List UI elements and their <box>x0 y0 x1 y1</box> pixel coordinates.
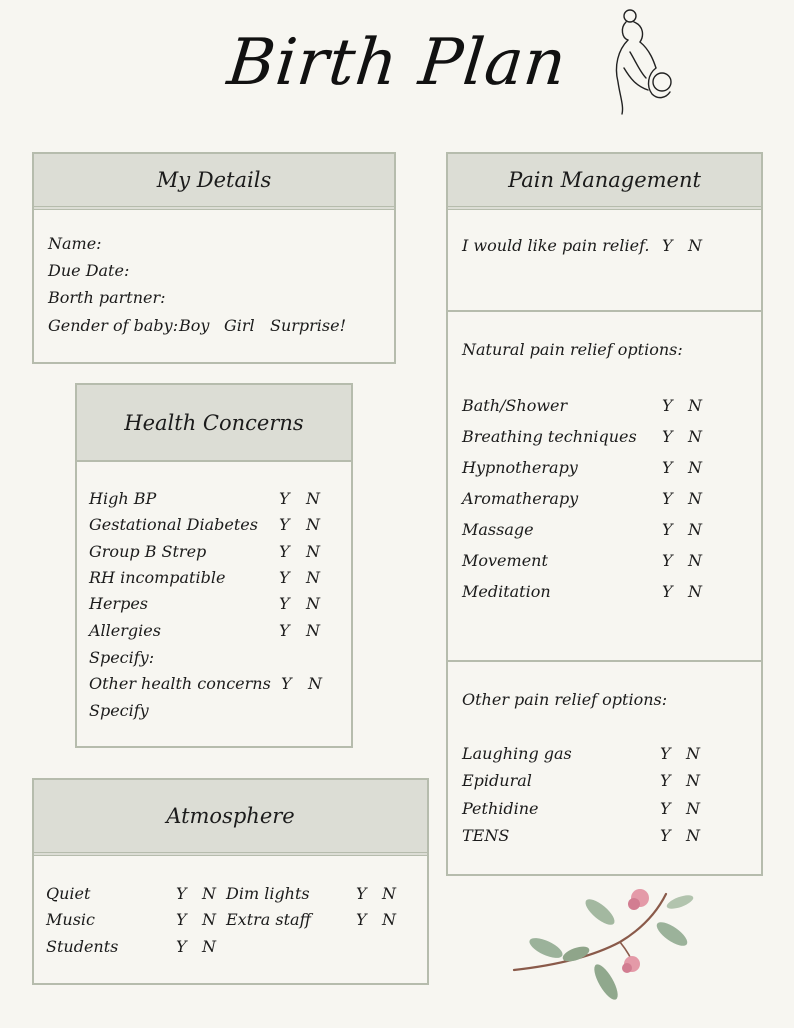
section-divider <box>448 310 761 312</box>
atmosphere-no[interactable]: N <box>202 884 216 903</box>
other-relief-yes[interactable]: Y <box>660 799 671 818</box>
health-concern-no[interactable]: N <box>306 542 320 561</box>
health-concern-item: Allergies <box>89 621 161 640</box>
natural-relief-no[interactable]: N <box>688 551 702 570</box>
health-concern-no[interactable]: N <box>306 489 320 508</box>
other-concerns-yes[interactable]: Y <box>281 674 292 693</box>
natural-relief-no[interactable]: N <box>688 458 702 477</box>
natural-relief-item: Hypnotherapy <box>462 458 578 477</box>
other-relief-no[interactable]: N <box>686 799 700 818</box>
pain-relief-yes[interactable]: Y <box>662 236 673 255</box>
natural-relief-no[interactable]: N <box>688 396 702 415</box>
health-concern-no[interactable]: N <box>306 621 320 640</box>
atmosphere-yes[interactable]: Y <box>176 910 187 929</box>
atmosphere-yes[interactable]: Y <box>356 884 367 903</box>
my-details-heading: My Details <box>34 154 394 210</box>
natural-relief-item: Bath/Shower <box>462 396 568 415</box>
atmosphere-item: Dim lights <box>226 884 310 903</box>
atmosphere-item: Quiet <box>46 884 91 903</box>
natural-relief-no[interactable]: N <box>688 427 702 446</box>
health-concern-no[interactable]: N <box>306 568 320 587</box>
other-relief-item: Pethidine <box>462 799 539 818</box>
natural-relief-yes[interactable]: Y <box>662 520 673 539</box>
birth-partner-field-label: Borth partner: <box>48 288 166 307</box>
other-relief-heading: Other pain relief options: <box>462 690 668 709</box>
natural-relief-yes[interactable]: Y <box>662 458 673 477</box>
atmosphere-yes[interactable]: Y <box>176 937 187 956</box>
natural-relief-yes[interactable]: Y <box>662 427 673 446</box>
atmosphere-heading: Atmosphere <box>34 780 427 856</box>
atmosphere-no[interactable]: N <box>382 910 396 929</box>
health-concern-item: High BP <box>89 489 157 508</box>
other-relief-no[interactable]: N <box>686 826 700 845</box>
other-relief-item: Epidural <box>462 771 532 790</box>
atmosphere-item: Extra staff <box>226 910 311 929</box>
atmosphere-item: Students <box>46 937 119 956</box>
atmosphere-yes[interactable]: Y <box>356 910 367 929</box>
atmosphere-no[interactable]: N <box>202 910 216 929</box>
health-concern-yes[interactable]: Y <box>279 568 290 587</box>
natural-relief-yes[interactable]: Y <box>662 582 673 601</box>
health-concern-yes[interactable]: Y <box>279 542 290 561</box>
atmosphere-yes[interactable]: Y <box>176 884 187 903</box>
specify-label: Specify: <box>89 648 155 667</box>
gender-field-label: Gender of baby: <box>48 316 179 335</box>
health-concern-no[interactable]: N <box>306 594 320 613</box>
pain-relief-no[interactable]: N <box>688 236 702 255</box>
natural-relief-item: Massage <box>462 520 534 539</box>
health-concern-yes[interactable]: Y <box>279 515 290 534</box>
health-concern-no[interactable]: N <box>306 515 320 534</box>
health-concern-item: RH incompatible <box>89 568 226 587</box>
other-relief-yes[interactable]: Y <box>660 744 671 763</box>
health-concern-yes[interactable]: Y <box>279 489 290 508</box>
flower-branch-decoration <box>510 878 700 1010</box>
health-concern-item: Group B Strep <box>89 542 207 561</box>
natural-relief-yes[interactable]: Y <box>662 396 673 415</box>
natural-relief-item: Movement <box>462 551 548 570</box>
health-concern-item: Gestational Diabetes <box>89 515 258 534</box>
natural-relief-item: Aromatherapy <box>462 489 579 508</box>
other-relief-yes[interactable]: Y <box>660 826 671 845</box>
natural-relief-no[interactable]: N <box>688 582 702 601</box>
due-date-field-label: Due Date: <box>48 261 130 280</box>
atmosphere-no[interactable]: N <box>202 937 216 956</box>
gender-option-girl[interactable]: Girl <box>224 316 255 335</box>
natural-relief-yes[interactable]: Y <box>662 489 673 508</box>
health-concern-yes[interactable]: Y <box>279 621 290 640</box>
health-concerns-heading: Health Concerns <box>77 385 351 462</box>
health-concerns-section <box>75 383 353 748</box>
other-concerns-label: Other health concerns <box>89 674 271 693</box>
other-relief-item: TENS <box>462 826 510 845</box>
section-divider <box>448 660 761 662</box>
health-concern-yes[interactable]: Y <box>279 594 290 613</box>
other-relief-yes[interactable]: Y <box>660 771 671 790</box>
natural-relief-no[interactable]: N <box>688 520 702 539</box>
other-relief-no[interactable]: N <box>686 744 700 763</box>
atmosphere-item: Music <box>46 910 95 929</box>
pain-management-heading: Pain Management <box>448 154 761 210</box>
specify-other-label: Specify <box>89 701 149 720</box>
health-concern-item: Herpes <box>89 594 148 613</box>
natural-relief-no[interactable]: N <box>688 489 702 508</box>
pain-relief-question: I would like pain relief. <box>462 236 650 255</box>
atmosphere-no[interactable]: N <box>382 884 396 903</box>
gender-option-boy[interactable]: Boy <box>179 316 210 335</box>
natural-relief-heading: Natural pain relief options: <box>462 340 683 359</box>
my-details-section <box>32 152 396 364</box>
mother-baby-icon <box>600 6 680 116</box>
other-concerns-no[interactable]: N <box>308 674 322 693</box>
gender-option-surprise[interactable]: Surprise! <box>270 316 347 335</box>
natural-relief-item: Breathing techniques <box>462 427 637 446</box>
pain-management-section <box>446 152 763 876</box>
page-title: Birth Plan <box>223 26 571 100</box>
natural-relief-yes[interactable]: Y <box>662 551 673 570</box>
atmosphere-section <box>32 778 429 985</box>
other-relief-no[interactable]: N <box>686 771 700 790</box>
name-field-label: Name: <box>48 234 102 253</box>
natural-relief-item: Meditation <box>462 582 551 601</box>
other-relief-item: Laughing gas <box>462 744 572 763</box>
